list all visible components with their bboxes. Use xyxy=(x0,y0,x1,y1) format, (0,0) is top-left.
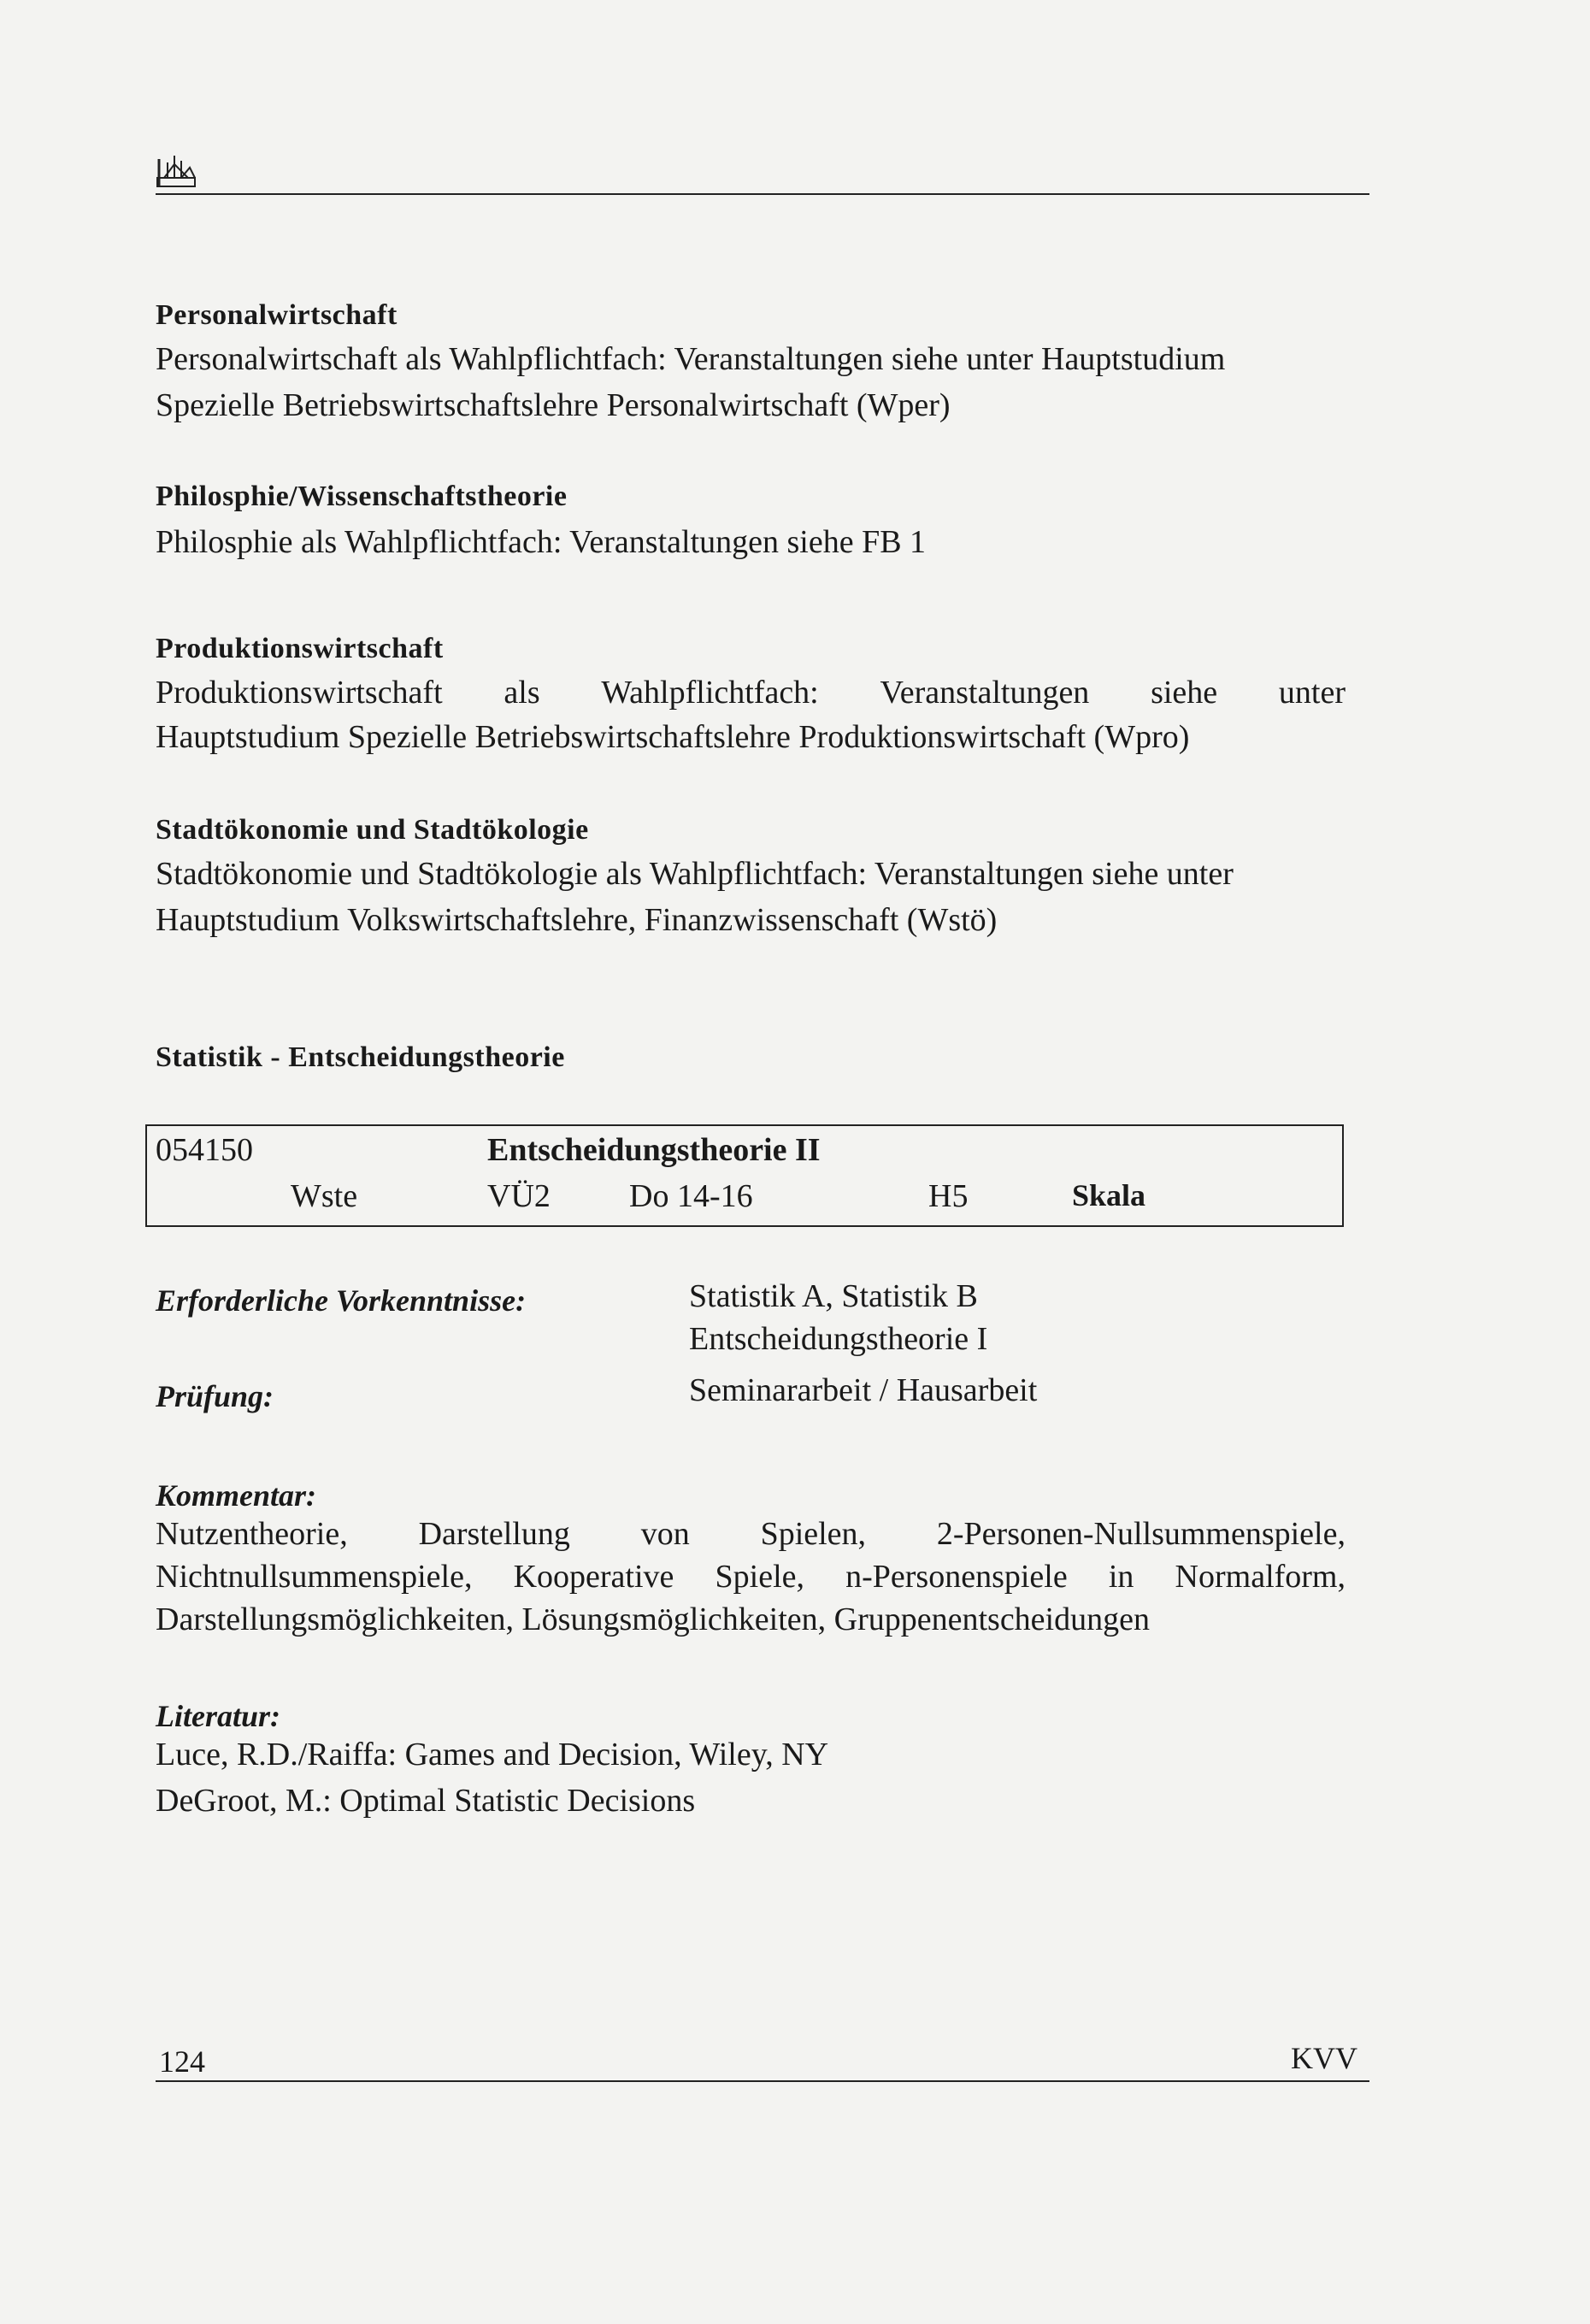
footer-rule xyxy=(156,2080,1369,2082)
word: Wahlpflichtfach: xyxy=(601,675,819,711)
section-text-line-justified xyxy=(156,674,1346,711)
comment-line: Darstellungsmöglichkeiten, Lösungsmöglichkeiten, Gruppenentscheidungen xyxy=(156,1601,1150,1637)
footer-label: KVV xyxy=(1291,2041,1357,2075)
literature-label: Literatur: xyxy=(156,1699,281,1733)
institution-logo-icon xyxy=(156,152,198,190)
literature-item: Luce, R.D./Raiffa: Games and Decision, Wiley, NY xyxy=(156,1737,829,1772)
word: 2-Personen-Nullsummenspiele, xyxy=(936,1516,1346,1552)
course-box xyxy=(145,1124,1344,1227)
header-rule xyxy=(156,193,1369,195)
word: Kooperative xyxy=(513,1559,674,1595)
course-time: Do 14-16 xyxy=(629,1178,753,1214)
section-text-line: Spezielle Betriebswirtschaftslehre Personalwirtschaft (Wper) xyxy=(156,387,951,423)
comment-line-justified xyxy=(156,1558,1346,1596)
word: n-Personenspiele xyxy=(845,1559,1068,1595)
exam-value: Seminararbeit / Hausarbeit xyxy=(689,1372,1038,1408)
section-text-line: Stadtökonomie und Stadtökologie als Wahlpflichtfach: Veranstaltungen siehe unter xyxy=(156,856,1234,892)
section-title-stadtoekonomie: Stadtökonomie und Stadtökologie xyxy=(156,814,589,846)
section-title-philosophie: Philosphie/Wissenschaftstheorie xyxy=(156,481,568,512)
word: siehe xyxy=(1151,675,1218,711)
comment-line-justified xyxy=(156,1515,1346,1553)
word: Produktionswirtschaft xyxy=(156,675,443,711)
page-number: 124 xyxy=(159,2044,205,2079)
course-room: H5 xyxy=(928,1178,969,1214)
prereq-value: Entscheidungstheorie I xyxy=(689,1321,988,1357)
section-text-line: Philosphie als Wahlpflichtfach: Veranstaltungen siehe FB 1 xyxy=(156,524,927,560)
course-title: Entscheidungstheorie II xyxy=(487,1132,821,1168)
section-text-line: Hauptstudium Spezielle Betriebswirtschaftslehre Produktionswirtschaft (Wpro) xyxy=(156,719,1190,755)
section-title-statistik: Statistik - Entscheidungstheorie xyxy=(156,1041,565,1073)
word: Nichtnullsummenspiele, xyxy=(156,1559,473,1595)
course-number: 054150 xyxy=(156,1132,253,1168)
section-title-personalwirtschaft: Personalwirtschaft xyxy=(156,299,398,331)
exam-label: Prüfung: xyxy=(156,1379,274,1413)
section-text-line: Hauptstudium Volkswirtschaftslehre, Finanzwissenschaft (Wstö) xyxy=(156,902,998,938)
section-title-produktionswirtschaft: Produktionswirtschaft xyxy=(156,633,444,664)
word: als xyxy=(504,675,540,711)
comment-label: Kommentar: xyxy=(156,1478,317,1513)
word: Nutzentheorie, xyxy=(156,1516,348,1552)
word: in xyxy=(1108,1559,1134,1595)
word: Normalform, xyxy=(1175,1559,1346,1595)
section-text-line: Personalwirtschaft als Wahlpflichtfach: Veranstaltungen siehe unter Hauptstudium xyxy=(156,341,1226,377)
word: von xyxy=(640,1516,690,1552)
course-location: Skala xyxy=(1072,1178,1146,1212)
course-code: Wste xyxy=(291,1178,358,1214)
word: unter xyxy=(1278,675,1346,711)
word: Veranstaltungen xyxy=(880,675,1090,711)
prereq-value: Statistik A, Statistik B xyxy=(689,1278,978,1314)
literature-item: DeGroot, M.: Optimal Statistic Decisions xyxy=(156,1783,696,1819)
course-type: VÜ2 xyxy=(487,1178,551,1214)
word: Spielen, xyxy=(760,1516,867,1552)
prereq-label: Erforderliche Vorkenntnisse: xyxy=(156,1283,527,1318)
word: Spiele, xyxy=(715,1559,804,1595)
word: Darstellung xyxy=(418,1516,570,1552)
